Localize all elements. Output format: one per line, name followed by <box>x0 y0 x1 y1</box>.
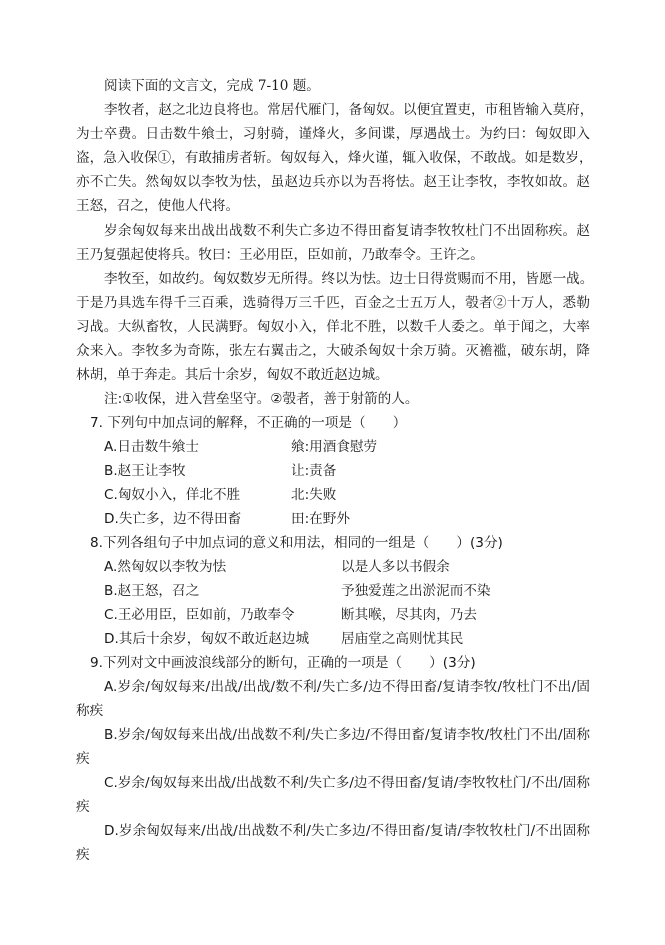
passage-p1-line-4: 亦不亡失。然匈奴以李牧为怯，虽赵边兵亦以为吾将怯。赵王让李牧，李牧如故。赵 <box>76 174 590 190</box>
q9-option-b-line-1: B.岁余/匈奴每来出战/出战数不利/失亡多边/不得田畜/复请李牧/牧杜门不出/固称 <box>104 727 590 743</box>
passage-p3-line-4: 众来入。李牧多为奇陈，张左右翼击之，大破杀匈奴十余万骑。灭襜褴，破东胡，降 <box>76 343 590 359</box>
passage-p3-line-1: 李牧至，如故约。匈奴数岁无所得。终以为怯。边士日得赏赐而不用，皆愿一战。 <box>104 271 594 287</box>
q8-option-c-right: 断其喉，尽其肉，乃去 <box>341 607 477 623</box>
q9-stem: 9.下列对文中画波浪线部分的断句，正确的一项是（ ）(3分) <box>90 655 476 671</box>
q8-option-d-left: D.其后十余岁，匈奴不敢近赵边城 <box>104 631 310 647</box>
q7-option-a-gloss: 飨:用酒食慰劳 <box>291 439 378 455</box>
q8-option-b-right: 予独爱莲之出淤泥而不染 <box>341 583 491 599</box>
q9-option-c-line-1: C.岁余/匈奴每来出战/出战数不利/失亡多/边不得田畜/复请/李牧牧杜门/不出/固称 <box>104 775 590 791</box>
passage-p2-line-1: 岁余匈奴每来出战出战数不利失亡多边不得田畜复请李牧牧杜门不出固称疾。赵 <box>104 223 590 239</box>
passage-p1-line-1: 李牧者，赵之北边良将也。常居代雁门，备匈奴。以便宜置吏，市租皆输入莫府， <box>104 102 594 118</box>
q8-option-a-right: 以是人多以书假余 <box>341 559 450 575</box>
q7-option-c-text: C.匈奴小入，佯北不胜 <box>104 487 241 503</box>
q7-option-d-text: D.失亡多，边不得田畜 <box>104 511 242 527</box>
q9-option-d-line-1: D.岁余匈奴每来/出战/出战数不利/失亡多边/不得田畜/复请/李牧牧杜门/不出固称 <box>104 823 590 839</box>
q7-option-b-gloss: 让:责备 <box>291 463 337 479</box>
q8-option-d-right: 居庙堂之高则忧其民 <box>341 631 464 647</box>
q9-option-a-line-1: A.岁余/匈奴每来/出战/出战/数不利/失亡多/边不得田畜/复请李牧/牧杜门不出/固 <box>104 679 590 695</box>
passage-p1-line-3: 盗，急入收保①，有敢捕虏者斩。匈奴每入，烽火谨，辄入收保，不敢战。如是数岁， <box>76 150 593 166</box>
passage-p2-line-2: 王乃复强起使将兵。牧曰：王必用臣，臣如前，乃敢奉令。王许之。 <box>76 247 484 263</box>
q9-option-b-line-2: 疾 <box>76 751 90 767</box>
passage-p1-line-2: 为士卒费。日击数牛飨士，习射骑，谨烽火，多间谍，厚遇战士。为约曰：匈奴即入 <box>76 126 590 142</box>
q9-option-c-line-2: 疾 <box>76 799 90 815</box>
q7-option-a-text: A.日击数牛飨士 <box>104 439 199 455</box>
q7-option-d-gloss: 田:在野外 <box>291 511 350 527</box>
q7-stem: 7. 下列句中加点词的解释，不正确的一项是（ ） <box>90 415 407 431</box>
passage-p3-line-5: 林胡，单于奔走。其后十余岁，匈奴不敢近赵边城。 <box>76 367 389 383</box>
passage-note: 注:①收保，进入营垒坚守。②彀者，善于射箭的人。 <box>104 391 419 407</box>
q7-option-c-gloss: 北:失败 <box>291 487 337 503</box>
q9-option-a-line-2: 称疾 <box>76 703 104 719</box>
q8-option-b-left: B.赵王怒，召之 <box>104 583 200 599</box>
q8-option-c-left: C.王必用臣，臣如前，乃敢奉令 <box>104 607 295 623</box>
q9-option-d-line-2: 疾 <box>76 847 90 863</box>
q8-option-a-left: A.然匈奴以李牧为怯 <box>104 559 227 575</box>
q7-option-b-text: B.赵王让李牧 <box>104 463 186 479</box>
passage-p3-line-3: 习战。大纵畜牧，人民满野。匈奴小入，佯北不胜，以数千人委之。单于闻之，大率 <box>76 319 590 335</box>
q8-stem: 8.下列各组句子中加点词的意义和用法，相同的一组是（ ）(3分) <box>90 535 503 551</box>
passage-p3-line-2: 于是乃具选车得千三百乘，选骑得万三千匹，百金之士五万人，彀者②十万人，悉勒 <box>76 295 590 311</box>
passage-p1-line-5: 王怒，召之，使他人代将。 <box>76 198 240 214</box>
instruction: 阅读下面的文言文，完成 7-10 题。 <box>104 78 320 94</box>
